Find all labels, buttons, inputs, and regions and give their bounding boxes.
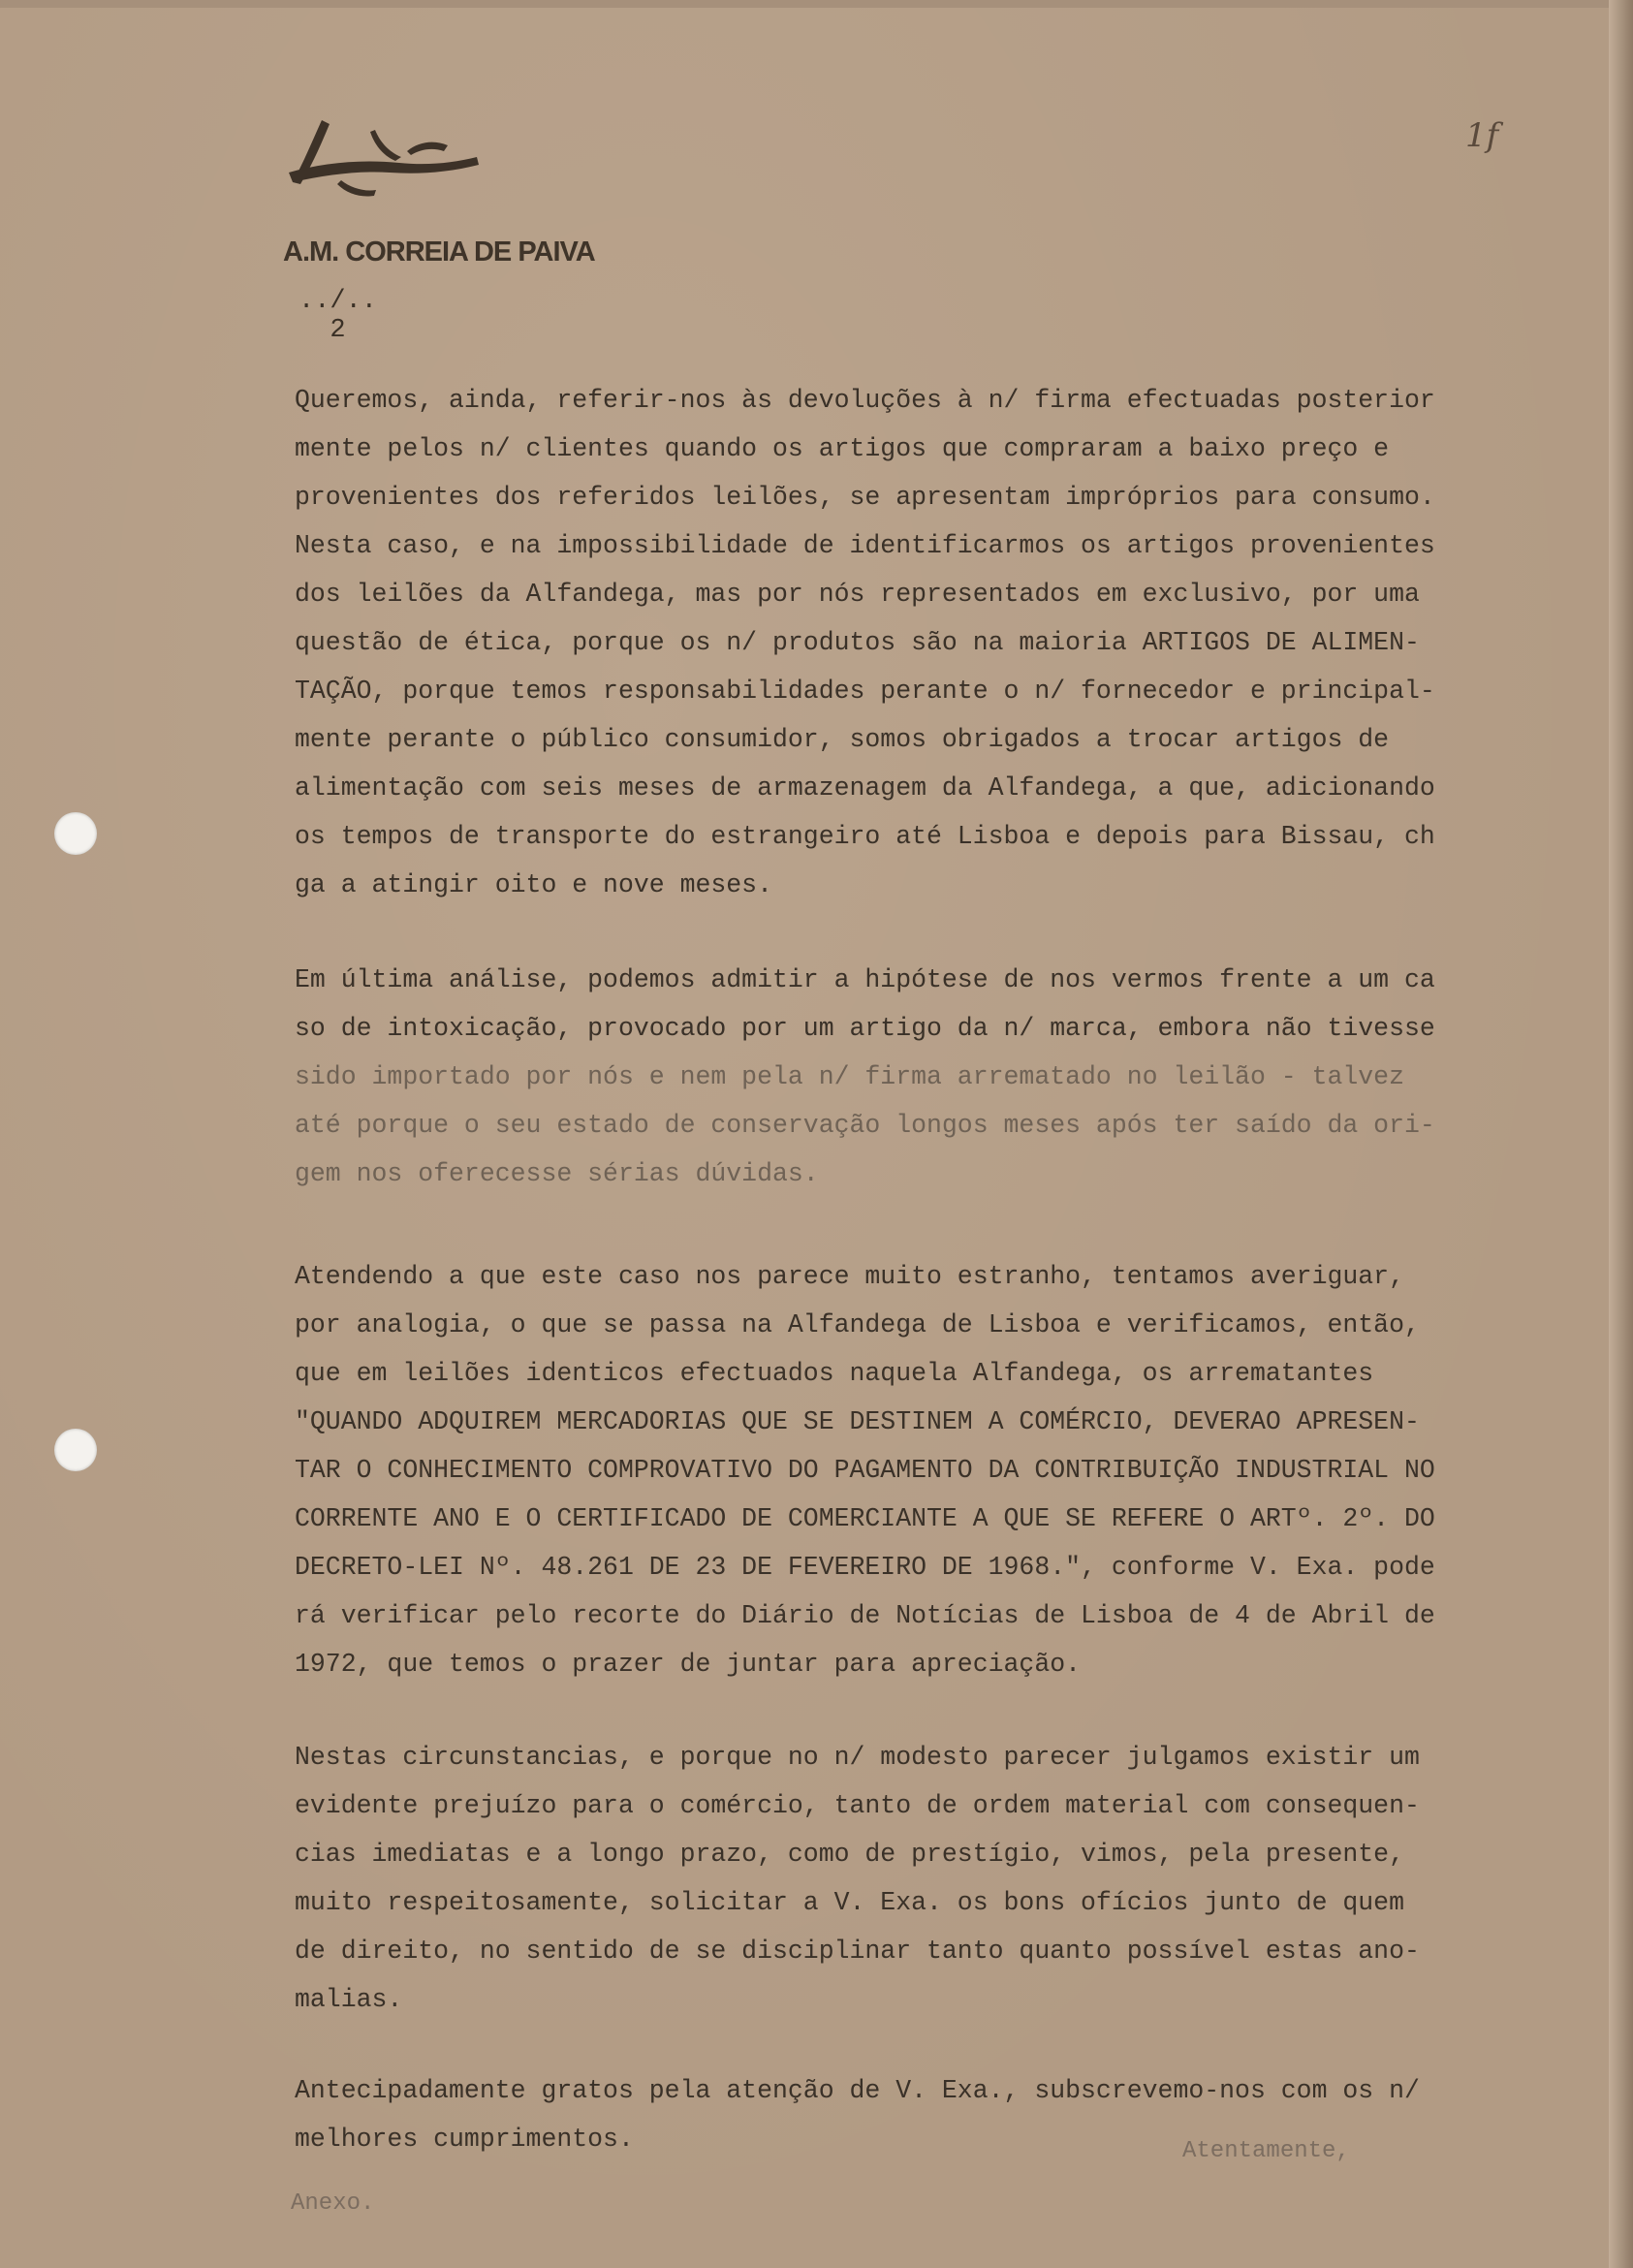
company-logo-icon	[283, 112, 487, 200]
text-line: cias imediatas e a longo prazo, como de prestígio, vimos, pela presente,	[295, 1840, 1404, 1869]
text-line: alimentação com seis meses de armazenagem da Alfandega, a que, adicionando	[295, 773, 1435, 803]
text-line: provenientes dos referidos leilões, se apresentam impróprios para consumo.	[295, 483, 1435, 512]
text-line: dos leilões da Alfandega, mas por nós representados em exclusivo, por uma	[295, 580, 1420, 609]
text-line: Em última análise, podemos admitir a hipótese de nos vermos frente a um ca	[295, 965, 1435, 994]
letter-body	[295, 376, 1603, 2163]
page-number: ../.. 2	[298, 287, 378, 345]
paper-edge	[1609, 0, 1633, 2268]
text-line: ga a atingir oito e nove meses.	[295, 870, 772, 899]
annex-label: Anexo.	[291, 2190, 375, 2217]
text-line: DECRETO-LEI Nº. 48.261 DE 23 DE FEVEREIRO DE 1968.", conforme V. Exa. pode	[295, 1553, 1435, 1582]
text-line: melhores cumprimentos.	[295, 2125, 634, 2154]
text-line: Nesta caso, e na impossibilidade de identificarmos os artigos provenientes	[295, 531, 1435, 560]
punch-hole	[54, 1429, 97, 1471]
paragraph	[295, 1733, 1603, 2024]
closing-salutation: Atentamente,	[1182, 2138, 1350, 2164]
text-line: rá verificar pelo recorte do Diário de Notícias de Lisboa de 4 de Abril de	[295, 1601, 1435, 1630]
text-line: Antecipadamente gratos pela atenção de V. Exa., subscrevemo-nos com os n/	[295, 2076, 1420, 2105]
text-line: malias.	[295, 1985, 403, 2014]
text-line: muito respeitosamente, solicitar a V. Exa. os bons ofícios junto de quem	[295, 1888, 1404, 1917]
text-line: CORRENTE ANO E O CERTIFICADO DE COMERCIANTE A QUE SE REFERE O ARTº. 2º. DO	[295, 1504, 1435, 1533]
text-line: TAR O CONHECIMENTO COMPROVATIVO DO PAGAMENTO DA CONTRIBUIÇÃO INDUSTRIAL NO	[295, 1456, 1435, 1485]
handwritten-note: 1f	[1465, 116, 1499, 155]
text-line: gem nos oferecesse sérias dúvidas.	[295, 1159, 819, 1188]
text-line: Atendendo a que este caso nos parece muito estranho, tentamos averiguar,	[295, 1262, 1404, 1291]
paragraph	[295, 956, 1603, 1198]
text-line: Nestas circunstancias, e porque no n/ modesto parecer julgamos existir um	[295, 1743, 1420, 1772]
text-line: os tempos de transporte do estrangeiro até Lisboa e depois para Bissau, ch	[295, 822, 1435, 851]
text-line: 1972, que temos o prazer de juntar para apreciação.	[295, 1650, 1082, 1679]
text-line: Queremos, ainda, referir-nos às devoluções à n/ firma efectuadas posterior	[295, 386, 1435, 415]
punch-hole	[54, 812, 97, 855]
text-line: mente perante o público consumidor, somos obrigados a trocar artigos de	[295, 725, 1390, 754]
text-line: so de intoxicação, provocado por um artigo da n/ marca, embora não tivesse	[295, 1014, 1435, 1043]
text-line: até porque o seu estado de conservação longos meses após ter saído da ori-	[295, 1111, 1435, 1140]
text-line: que em leilões identicos efectuados naquela Alfandega, os arrematantes	[295, 1359, 1374, 1388]
text-line: questão de ética, porque os n/ produtos são na maioria ARTIGOS DE ALIMEN-	[295, 628, 1420, 657]
text-line: de direito, no sentido de se disciplinar tanto quanto possível estas ano-	[295, 1937, 1420, 1966]
text-line: "QUANDO ADQUIREM MERCADORIAS QUE SE DESTINEM A COMÉRCIO, DEVERAO APRESEN-	[295, 1407, 1420, 1436]
text-line: TAÇÃO, porque temos responsabilidades perante o n/ fornecedor e principal-	[295, 677, 1435, 706]
paragraph	[295, 2066, 1603, 2163]
text-line: mente pelos n/ clientes quando os artigos que compraram a baixo preço e	[295, 434, 1390, 463]
company-name: A.M. CORREIA DE PAIVA	[283, 236, 595, 268]
paragraph	[295, 376, 1603, 909]
paragraph	[295, 1252, 1603, 1688]
text-line: sido importado por nós e nem pela n/ firma arrematado no leilão - talvez	[295, 1062, 1404, 1091]
text-line: por analogia, o que se passa na Alfandega de Lisboa e verificamos, então,	[295, 1310, 1420, 1339]
paper-sheet	[0, 8, 1609, 2268]
text-line: evidente prejuízo para o comércio, tanto de ordem material com consequen-	[295, 1791, 1420, 1820]
